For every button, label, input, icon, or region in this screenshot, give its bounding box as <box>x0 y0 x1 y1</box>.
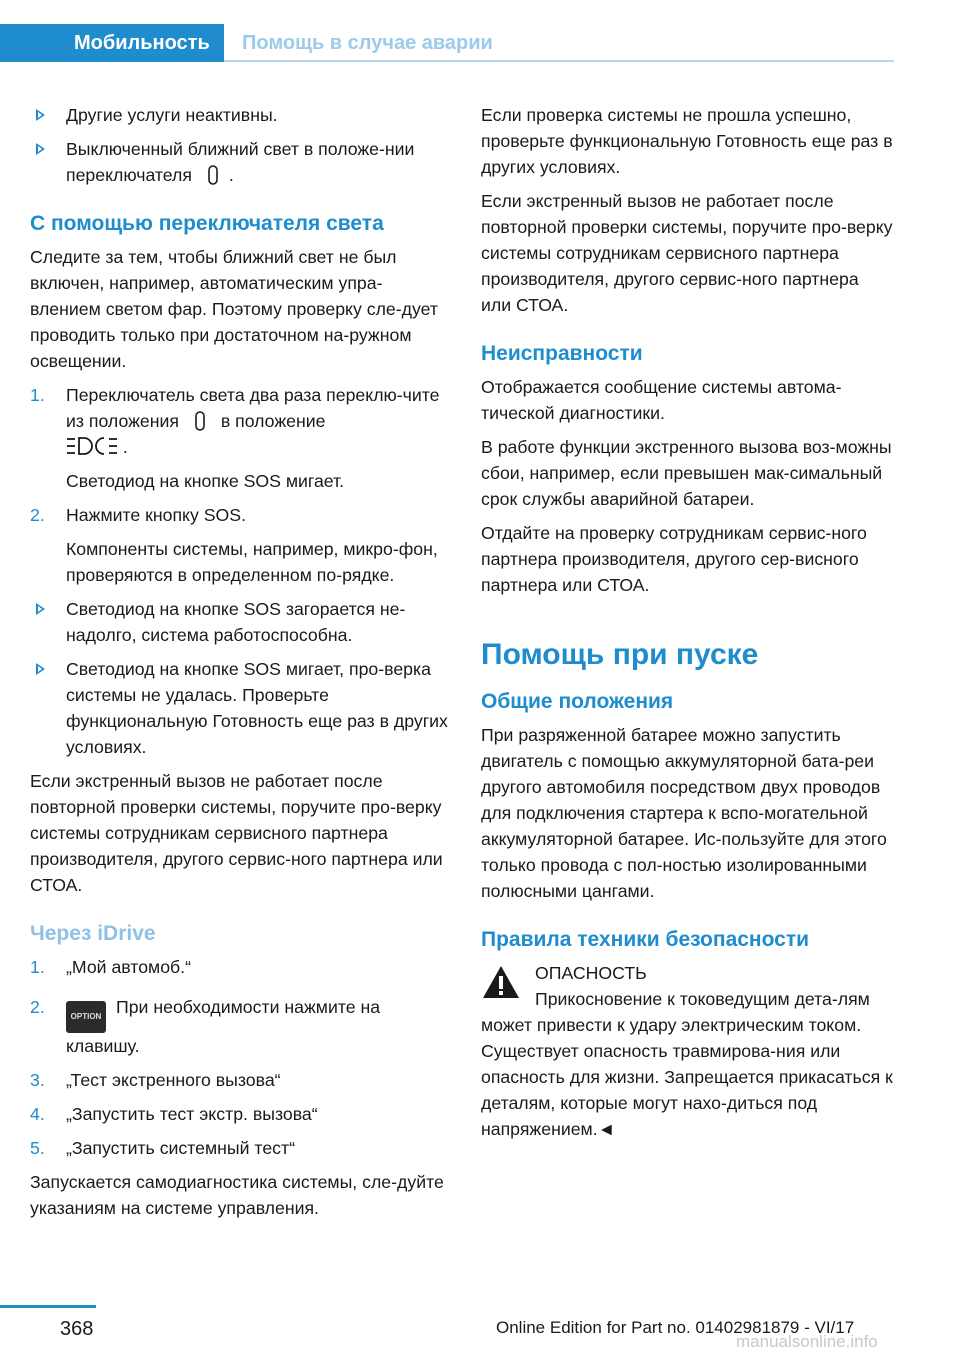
bullet-text: Выключенный ближний свет в положе-нии переключателя <box>66 139 415 185</box>
paragraph: Отображается сообщение системы автома-тической диагностики. <box>481 377 842 423</box>
footer-rule <box>0 1305 96 1308</box>
step-text: „Мой автомоб.“ <box>66 957 191 977</box>
triangle-bullet-icon <box>36 143 45 155</box>
bullet-item <box>30 136 450 188</box>
bullet-text: Светодиод на кнопке SOS мигает, про-верка системы не удалась. Проверьте функциональную Готовность еще раз в других условиях. <box>66 659 448 757</box>
step-text: Переключатель света два раза переклю-чите из положения <box>66 385 440 431</box>
paragraph: Если проверка системы не прошла успешно, проверьте функциональную Готовность еще раз в других условиях. <box>481 105 893 177</box>
edition-note: Online Edition for Part no. 01402981879 - VI/17 <box>496 1318 855 1337</box>
danger-text: Прикосновение к токоведущим дета-лям может привести к удару электрическим током. Существует опасность травмирова-ния или опасность для жизни. Запрещается прикасаться к деталям, которые могут нахо-диться под напряжением.◄ <box>481 989 893 1139</box>
paragraph: Запускается самодиагностика системы, сле-дуйте указаниям на системе управления. <box>30 1172 444 1218</box>
step-number: 5. <box>30 1138 45 1158</box>
switch-position-zero-icon <box>207 165 219 185</box>
step-text: Нажмите кнопку SOS. <box>66 505 247 525</box>
chapter-heading-jump-start: Помощь при пуске <box>481 638 759 671</box>
page-header <box>0 0 960 62</box>
watermark: manualsonline.info <box>736 1332 878 1351</box>
section-heading-light-switch: С помощью переключателя света <box>30 212 384 235</box>
paragraph: Если экстренный вызов не работает после повторной проверки системы, поручите про-верку системы сотрудникам сервисного партнера производителя, другого сервис-ного партнера или СТОА. <box>481 191 893 315</box>
step-sub-text: Светодиод на кнопке SOS мигает. <box>66 471 345 491</box>
tab-mobility: Мобильность <box>0 24 224 62</box>
idrive-step <box>30 1101 450 1127</box>
paragraph: В работе функции экстренного вызова воз-можны сбои, например, если превышен мак-симальный срок службы аварийной батареи. <box>481 437 892 509</box>
step-text: . <box>122 437 128 457</box>
step-text: При необходимости нажмите на клавишу. <box>66 997 381 1056</box>
option-button-icon: OPTION <box>66 1001 106 1033</box>
bullet-item <box>30 596 450 648</box>
header-rule <box>224 60 894 62</box>
paragraph: Отдайте на проверку сотрудникам сервис-ного партнера производителя, другого сер-висного партнера или СТОА. <box>481 523 867 595</box>
section-heading-general: Общие положения <box>481 690 674 713</box>
triangle-bullet-icon <box>36 603 45 615</box>
step-number: 2. <box>30 997 45 1017</box>
idrive-step <box>30 1135 450 1161</box>
right-column <box>481 102 893 1150</box>
step-text: „Тест экстренного вызова“ <box>66 1070 281 1090</box>
step-text: в положение <box>220 411 326 431</box>
bullet-text: Другие услуги неактивны. <box>66 105 278 125</box>
tab-emergency-help: Помощь в случае аварии <box>242 32 493 54</box>
bullet-item <box>30 656 450 760</box>
step-text: „Запустить системный тест“ <box>66 1138 296 1158</box>
idrive-step <box>30 954 450 980</box>
paragraph: При разряженной батарее можно запустить двигатель с помощью аккумуляторной бата-реи другого автомобиля посредством двух проводов для подключения стартера к вспо-могательной аккумуляторной батарее. Ис-пользуйте для этого только провода с пол-ностью изолированными полюсными цангами. <box>481 725 887 901</box>
step-text: „Запустить тест экстр. вызова“ <box>66 1104 318 1124</box>
step-number: 3. <box>30 1070 45 1090</box>
step-number: 2. <box>30 505 45 525</box>
step-item <box>30 382 450 460</box>
bullet-suffix: . <box>228 165 234 185</box>
paragraph: Если экстренный вызов не работает после повторной проверки системы, поручите про-верку системы сотрудникам сервисного партнера производителя, другого сервис-ного партнера или СТОА. <box>30 771 443 895</box>
low-beam-headlight-icon <box>66 435 118 457</box>
left-column <box>30 102 450 1229</box>
idrive-step <box>30 994 450 1059</box>
bullet-text: Светодиод на кнопке SOS загорается не-надолго, система работоспособна. <box>66 599 406 645</box>
step-item <box>30 502 450 528</box>
step-number: 4. <box>30 1104 45 1124</box>
warning-triangle-icon <box>481 964 521 1000</box>
triangle-bullet-icon <box>36 663 45 675</box>
step-sub-text: Компоненты системы, например, микро-фон, проверяются в определенном по-рядке. <box>66 539 438 585</box>
paragraph: Следите за тем, чтобы ближний свет не был включен, например, автоматическим упра-влением светом фар. Поэтому проверку сле-дует проводить только при достаточном на-ружном освещении. <box>30 247 438 371</box>
step-number: 1. <box>30 385 45 405</box>
idrive-step <box>30 1067 450 1093</box>
switch-position-zero-icon <box>194 411 206 431</box>
page-number: 368 <box>60 1318 94 1340</box>
danger-title: ОПАСНОСТЬ <box>535 963 647 983</box>
section-heading-malfunctions: Неисправности <box>481 342 643 365</box>
bullet-item <box>30 102 450 128</box>
section-heading-safety: Правила техники безопасности <box>481 928 810 951</box>
section-heading-idrive: Через iDrive <box>30 922 156 945</box>
triangle-bullet-icon <box>36 109 45 121</box>
danger-notice <box>481 960 893 1016</box>
step-number: 1. <box>30 957 45 977</box>
